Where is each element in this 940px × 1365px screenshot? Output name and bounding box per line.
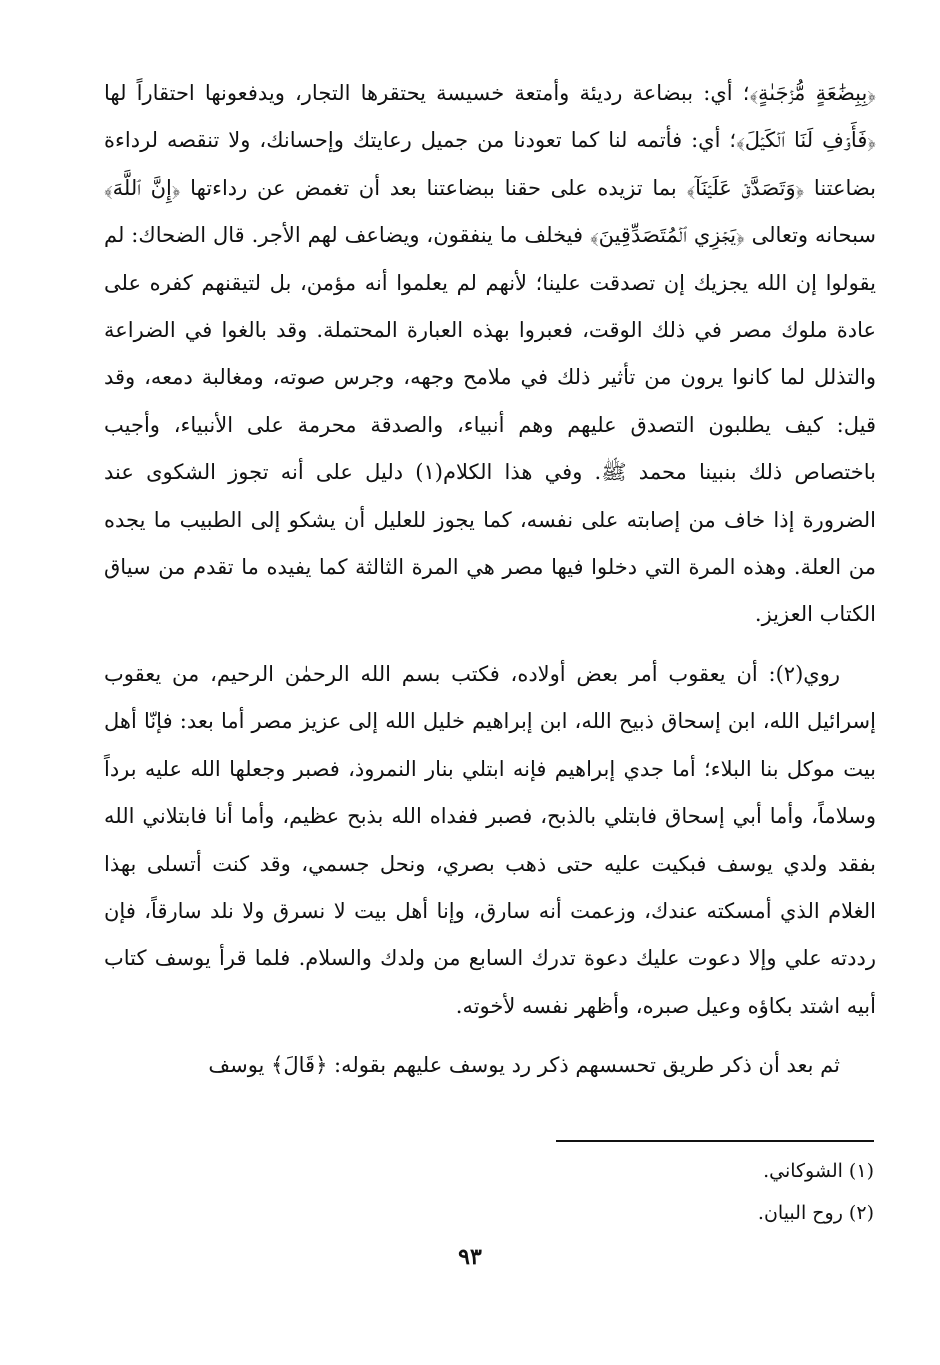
paragraph-3: ثم بعد أن ذكر طريق تحسسهم ذكر رد يوسف عليهم بقوله: ﴿قَالَ﴾ يوسف [208, 1053, 840, 1078]
footnotes [554, 1150, 874, 1234]
paragraph-2: روي(٢): أن يعقوب أمر بعض أولاده، فكتب بسم الله الرحمٰن الرحيم، من يعقوب إسرائيل الله، ابن إسحاق ذبيح الله، ابن إبراهيم خليل الله إلى عزيز مصر أما بعد: فإنّا أهل بيت موكل بنا البلاء؛ أما جدي إبراهيم فإنه ابتلي بنار النمروذ، فصبر وجعلها الله عليه برداً وسلاماً، وأما أبي إسحاق فابتلي بالذبح، فصبر ففداه الله بذبح عظيم، وأما أنا فابتلاني الله بفقد ولدي يوسف فبكيت عليه حتى ذهب بصري، ونحل جسمي، وقد كنت أتسلى بهذا الغلام الذي أمسكته عندك، وزعمت أنه سارق، وإنا أهل بيت لا نسرق ولا نلد سارقاً، فإن رددته علي وإلا دعوت عليك دعوة تدرك السابع من ولدك والسلام. فلما قرأ يوسف كتاب أبيه اشتد بكاؤه وعيل صبره، وأظهر نفسه لأخوته. [104, 661, 876, 1018]
footnote-2: (٢) روح البيان. [757, 1202, 874, 1224]
footnote-1: (١) الشوكاني. [763, 1160, 874, 1182]
main-text [104, 70, 876, 1090]
paragraph-1: ﴿بِبِضَٰعَةٍ مُّزۡجَىٰةٍ﴾؛ أي: ببضاعة رديئة وأمتعة خسيسة يحتقرها التجار، ويدفعونها احتقاراً لها ﴿فَأَوۡفِ لَنَا ٱلۡكَيۡلَ﴾؛ أي: فأتمه لنا كما تعودنا من جميل رعايتك وإحسانك، ولا تنقصه لرداءة بضاعتنا ﴿وَتَصَدَّقۡ عَلَيۡنَآ﴾ بما تزيده على حقنا ببضاعتنا بعد أن تغمض عن رداءتها ﴿إِنَّ ٱللَّهَ﴾ سبحانه وتعالى ﴿يَجۡزِي ٱلۡمُتَصَدِّقِينَ﴾ فيخلف ما ينفقون، ويضاعف لهم الأجر. قال الضحاك: لم يقولوا إن الله يجزيك إن تصدقت علينا؛ لأنهم لم يعلموا أنه مؤمن، بل لتيقنهم كفره على عادة ملوك مصر في ذلك الوقت، فعبروا بهذه العبارة المحتملة. وقد بالغوا في الضراعة والتذلل لما كانوا يرون من تأثير ذلك في ملامح وجهه، وجرس صوته، ومغالبة دمعه، وقد قيل: كيف يطلبون التصدق عليهم وهم أنبياء، والصدقة محرمة على الأنبياء، وأجيب باختصاص ذلك بنبينا محمد ﷺ. وفي هذا الكلام(١) دليل على أنه تجوز الشكوى عند الضرورة إذا خاف من إصابته على نفسه، كما يجوز للعليل أن يشكو إلى الطبيب ما يجده من العلة. وهذه المرة التي دخلوا فيها مصر هي المرة الثالثة كما يفيده ما تقدم من سياق الكتاب العزيز. [104, 81, 876, 627]
footnote-separator [556, 1140, 874, 1142]
page-number: ٩٣ [458, 1244, 482, 1270]
